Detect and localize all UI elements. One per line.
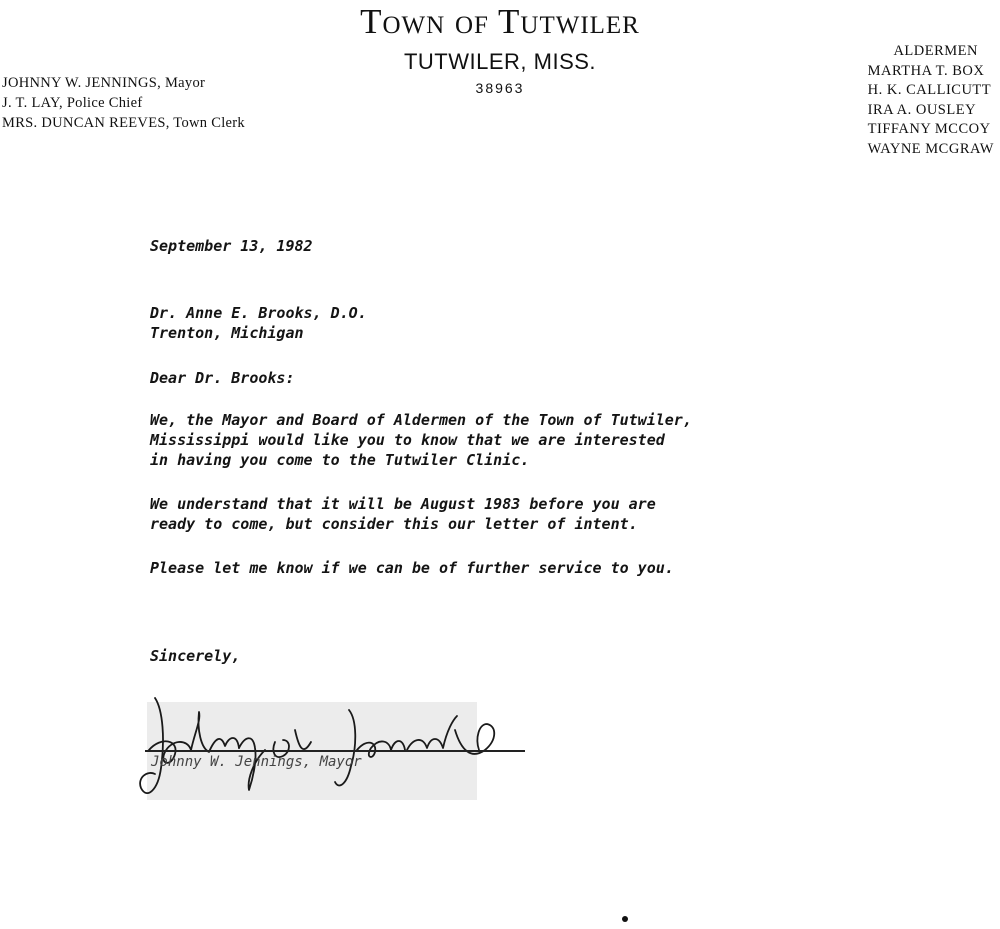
official-police-chief [2,93,245,113]
salutation: Dear Dr. Brooks: [150,369,295,387]
alderman-name: TIFFANY MCCOY [867,121,991,137]
alderman-name: IRA A. OUSLEY [867,101,977,118]
official-role: , Town Clerk [165,115,245,131]
recipient-location: Trenton, Michigan [150,324,304,342]
aldermen-list [868,42,994,159]
official-name: MRS. DUNCAN REEVES [2,115,166,131]
paragraph-1-line: in having you come to the Tutwiler Clinic. [150,451,530,469]
official-mayor [2,73,245,93]
signature-block [135,690,535,810]
letter-date: September 13, 1982 [150,237,313,255]
official-role: , Mayor [157,75,206,91]
closing: Sincerely, [150,647,241,665]
recipient-name: Dr. Anne E. Brooks, D.O. [150,304,367,322]
ink-speck [622,916,628,922]
typed-signature: Johnny W. Jennings, Mayor [151,754,362,770]
official-role: , Police Chief [58,95,143,111]
officials-list [2,73,245,133]
paragraph-2-line: We understand that it will be August 1983 before you are [150,495,656,513]
town-title: Town of Tutwiler [360,2,640,41]
town-location: TUTWILER, MISS. [403,49,597,74]
paragraph-1-line: Mississippi would like you to know that we are interested [150,431,665,449]
paragraph-2-line: ready to come, but consider this our letter of intent. [150,515,638,533]
official-name: JOHNNY W. JENNINGS [2,75,158,91]
official-town-clerk [2,113,245,133]
aldermen-names [868,62,994,160]
paragraph-3: Please let me know if we can be of further service to you. [150,559,674,577]
alderman-name: MARTHA T. BOX [867,62,985,79]
official-name: J. T. LAY [2,95,59,111]
alderman-name: H. K. CALLICUTT [867,82,992,98]
alderman-name: WAYNE MCGRAW [867,140,994,157]
zip-code: 38963 [475,80,525,96]
aldermen-heading: ALDERMEN [893,43,978,59]
signature-line [145,750,525,752]
paragraph-1-line: We, the Mayor and Board of Aldermen of the Town of Tutwiler, [150,411,692,429]
